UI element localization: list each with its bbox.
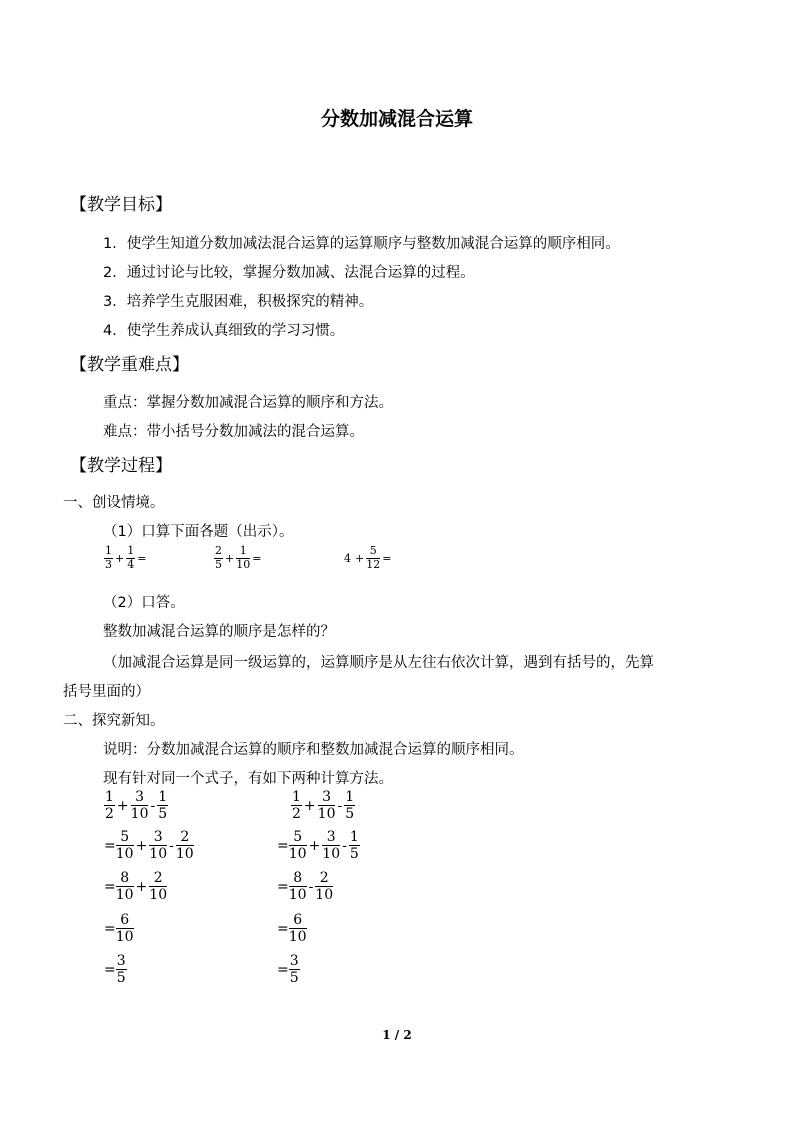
part1-heading: 一、创设情境。 (63, 495, 165, 511)
equals-sign: = (382, 551, 392, 565)
part2-intro: 现有针对同一个式子，有如下两种计算方法。 (103, 771, 393, 787)
keypoint-difficulty: 难点：带小括号分数加减法的混合运算。 (103, 424, 364, 440)
equals-sign: = (252, 551, 262, 565)
keypoint-focus: 重点：掌握分数加减混合运算的顺序和方法。 (103, 395, 393, 411)
part1-answer-line-1: （加减混合运算是同一级运算的，运算顺序是从左往右依次计算，遇到有括号的，先算 (103, 655, 654, 671)
fraction: $\frac{3}{5}$ (116, 953, 126, 987)
equals-sign: = (104, 920, 116, 937)
equals-sign: = (277, 878, 289, 895)
equals-sign: = (104, 878, 116, 895)
method1-line-2 (104, 829, 194, 862)
part1-question-2: （2）口答。 (103, 595, 185, 611)
fraction: $\frac{1}{10}$ (236, 544, 251, 571)
part1-answer-line-2: 括号里面的） (63, 684, 150, 700)
fraction: $\frac{1}{3}$ (105, 544, 112, 571)
part1-question-1: （1）口算下面各题（出示）。 (103, 524, 294, 540)
equals-sign: = (277, 920, 289, 937)
method2-line-2 (277, 829, 360, 862)
operator: + (303, 797, 316, 814)
operator: - (308, 878, 314, 895)
goal-item-4: 4．使学生养成认真细致的学习习惯。 (103, 323, 345, 339)
operator: + (135, 837, 148, 854)
fraction: $\frac{2}{10}$ (149, 870, 168, 904)
goal-item-1: 1．使学生知道分数加减法混合运算的运算顺序与整数加减混合运算的顺序相同。 (103, 236, 620, 252)
fraction: $\frac{2}{10}$ (315, 870, 334, 904)
oral-exercise-3 (344, 545, 393, 571)
part2-note: 说明：分数加减混合运算的顺序和整数加减混合运算的顺序相同。 (103, 742, 524, 758)
operator: - (337, 797, 343, 814)
fraction: $\frac{6}{10}$ (115, 912, 134, 946)
equals-sign: = (277, 837, 289, 854)
fraction: $\frac{8}{10}$ (115, 870, 134, 904)
fraction: $\frac{3}{5}$ (289, 953, 299, 987)
equals-sign: = (104, 837, 116, 854)
method1-line-3 (104, 870, 167, 903)
goal-item-2: 2．通过讨论与比较，掌握分数加减、法混合运算的过程。 (103, 265, 475, 281)
goal-item-3: 3．培养学生克服困难，积极探究的精神。 (103, 294, 374, 310)
fraction: $\frac{8}{10}$ (288, 870, 307, 904)
method2-line-4 (277, 912, 307, 945)
part2-heading: 二、探究新知。 (63, 713, 165, 729)
fraction: $\frac{1}{2}$ (105, 789, 114, 823)
operator: + (225, 551, 235, 565)
method2-line-5 (277, 953, 300, 986)
fraction: $\frac{1}{4}$ (127, 544, 135, 571)
fraction: $\frac{2}{10}$ (175, 829, 194, 863)
equals-sign: = (277, 961, 289, 978)
fraction: $\frac{5}{10}$ (288, 829, 307, 863)
fraction: $\frac{5}{10}$ (115, 829, 134, 863)
fraction: $\frac{1}{5}$ (345, 789, 355, 823)
section-heading-keypoints: 【教学重难点】 (70, 355, 189, 375)
whole-number: 4 (344, 551, 351, 565)
part1-prompt: 整数加减混合运算的顺序是怎样的？ (103, 624, 335, 640)
section-heading-goals: 【教学目标】 (70, 195, 172, 215)
oral-exercise-2 (214, 545, 263, 571)
equals-sign: = (104, 961, 116, 978)
fraction: $\frac{6}{10}$ (288, 912, 307, 946)
operator: - (150, 797, 156, 814)
operator: + (355, 551, 365, 565)
fraction: $\frac{1}{5}$ (158, 789, 168, 823)
fraction: $\frac{3}{10}$ (149, 829, 168, 863)
method2-line-3 (277, 870, 333, 903)
fraction: $\frac{1}{5}$ (349, 829, 359, 863)
operator: + (116, 797, 129, 814)
operator: - (342, 837, 347, 854)
method1-line-4 (104, 912, 134, 945)
method1-line-5 (104, 953, 127, 986)
oral-exercise-1 (104, 545, 148, 571)
page-title: 分数加减混合运算 (320, 108, 473, 130)
fraction: $\frac{3}{10}$ (317, 789, 336, 823)
operator: + (115, 551, 125, 565)
equals-sign: = (137, 551, 147, 565)
method2-line-1 (291, 789, 355, 822)
operator: - (169, 837, 174, 854)
section-heading-process: 【教学过程】 (70, 456, 172, 476)
method1-line-1 (104, 789, 168, 822)
page-number: 1 / 2 (382, 1028, 412, 1042)
fraction: $\frac{2}{5}$ (215, 544, 222, 571)
fraction: $\frac{1}{2}$ (292, 789, 301, 823)
fraction: $\frac{5}{12}$ (366, 544, 381, 571)
operator: + (135, 878, 148, 895)
fraction: $\frac{3}{10}$ (322, 829, 341, 863)
operator: + (308, 837, 321, 854)
fraction: $\frac{3}{10}$ (130, 789, 149, 823)
